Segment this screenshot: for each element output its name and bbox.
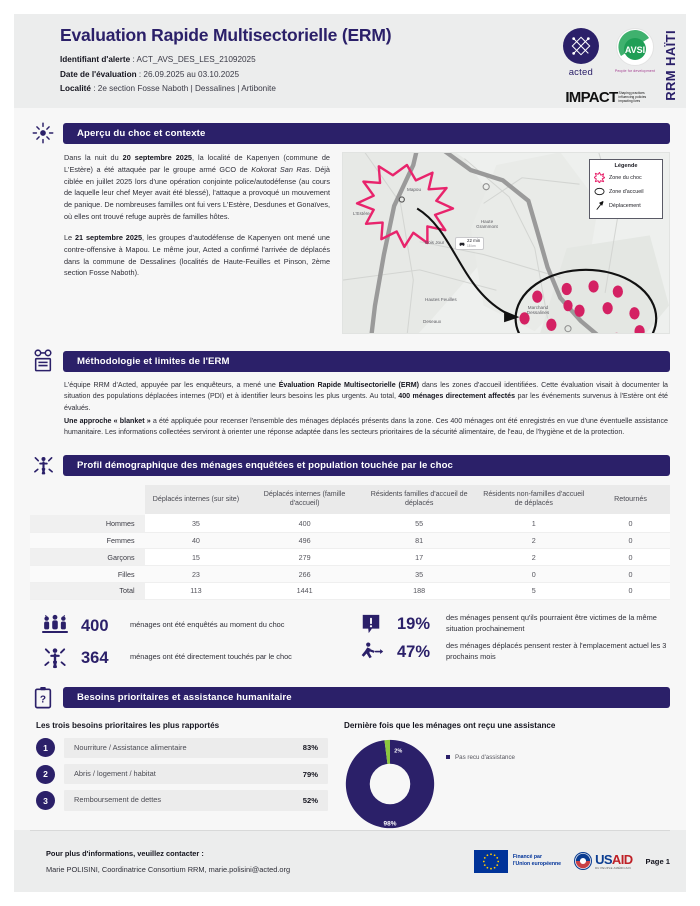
priority-need-bar <box>64 738 328 758</box>
stat-value-47pct: 47% <box>397 642 431 661</box>
group-people-icon <box>38 613 72 639</box>
meta-date <box>60 68 563 82</box>
table-cell: 400 <box>247 515 362 532</box>
meta-locality <box>60 82 563 96</box>
table-cell: 23 <box>145 566 248 583</box>
section-title-shock: Aperçu du choc et contexte <box>63 123 670 144</box>
footer-divider <box>30 830 670 831</box>
col-header-returnees: Retournés <box>591 485 670 515</box>
map-label-hautes-feuilles: Hautes Feuilles <box>425 297 457 302</box>
person-impact-icon <box>30 453 56 479</box>
map-label-deseaux: Deseaux <box>423 319 442 324</box>
stat-text-364: ménages ont été directement touchés par le choc <box>130 652 292 662</box>
stat-risk-perception <box>354 613 670 635</box>
footer-contact-title: Pour plus d'informations, veuillez contacter : <box>46 848 204 858</box>
legend-label-shock-zone: Zone du choc <box>609 174 642 181</box>
priority-need-label: Abris / logement / habitat <box>74 769 156 779</box>
impact-tagline: Shaping practices influencing policies impacting lives <box>618 91 647 104</box>
table-cell: 279 <box>247 549 362 566</box>
table-cell: 2 <box>476 532 591 549</box>
map-label-bois-jour: Bois Jour <box>425 240 445 245</box>
priority-need-rank: 3 <box>36 791 55 810</box>
table-row <box>30 515 670 532</box>
person-moving-icon <box>354 641 388 663</box>
table-cell: 0 <box>591 515 670 532</box>
footer-contact-line: Marie POLISINI, Coordinatrice Consortium RRM, marie.polisini@acted.org <box>46 864 291 874</box>
table-cell: 15 <box>145 549 248 566</box>
usaid-tagline: DU PEUPLE AMÉRICAIN <box>595 865 631 870</box>
map-label-marchand-dessalines: Marchand Dessalines <box>526 305 550 315</box>
rrm-haiti-label: RRM HAÏTI <box>663 30 678 101</box>
table-cell: 5 <box>476 582 591 599</box>
drive-time-value: 22 min <box>467 238 481 243</box>
document-header <box>14 14 686 108</box>
priority-need-item <box>36 790 328 810</box>
priority-needs-block <box>36 721 328 840</box>
displacement-map[interactable] <box>342 152 670 334</box>
table-cell: 2 <box>476 549 591 566</box>
usaid-word-us: US <box>595 851 612 867</box>
car-icon <box>459 241 465 246</box>
stats-column-left <box>38 613 354 671</box>
stat-value-364: 364 <box>81 648 109 667</box>
map-label-mapou: Mapou <box>407 187 422 192</box>
assistance-chart-block <box>344 721 670 840</box>
table-row-label: Filles <box>30 566 145 583</box>
stat-value-400: 400 <box>81 616 109 635</box>
alert-exclamation-icon <box>354 613 388 635</box>
priority-need-item <box>36 738 328 758</box>
impact-wordmark: IMPACT <box>565 89 618 106</box>
donut-legend-label-0: Pas recu d'assistance <box>455 753 515 761</box>
table-cell: 1441 <box>247 582 362 599</box>
acted-wordmark: acted <box>568 67 593 78</box>
table-cell: 0 <box>476 566 591 583</box>
eu-flag-icon <box>474 850 508 873</box>
header-logos <box>563 26 686 108</box>
avsi-glyph-icon <box>617 29 653 65</box>
section-header-shock <box>30 120 670 146</box>
usaid-word-aid: AID <box>611 851 633 867</box>
donut-label-major: 98% <box>383 820 397 828</box>
methodology-paragraph-2: Une approche « blanket » a été appliquée pour recenser l'ensemble des ménages déplacés présents dans la zone. Ces 400 ménages ont été enregistrés en vue d'une éventuelle assistance humanitaire. Les informations collectées serviront à orienter une réponse adaptée dans les secteurs prioritaires de la sécurité alimentaire, de l'eau, de l'hygiène et de la protection. <box>64 417 668 437</box>
ellipse-outline-icon <box>594 186 605 197</box>
key-statistics <box>30 613 670 671</box>
legend-label-host-zone: Zone d'accueil <box>609 188 644 195</box>
arrow-icon <box>594 200 605 211</box>
priority-need-label: Remboursement de dettes <box>74 795 162 805</box>
table-row <box>30 549 670 566</box>
demographics-table <box>30 485 670 600</box>
priority-need-percent: 79% <box>302 769 318 779</box>
table-cell: 1 <box>476 515 591 532</box>
table-cell: 55 <box>362 515 477 532</box>
shock-paragraph-2: Le 21 septembre 2025, les groupes d'autodéfense de Kapenyen ont mené une contre-offensive à Mapou. Le même jour, Acted a confirmé l'arrivée de déplacés dans la commune de Dessalines (localités de Haute-Feuilles et Pinson, 2ème section Fosse Naboth). <box>64 232 330 278</box>
legend-item-shock-zone <box>594 172 658 183</box>
clipboard-question-icon <box>30 685 56 711</box>
table-cell: 35 <box>145 515 248 532</box>
col-header-idp-host: Déplacés internes (famille d'accueil) <box>247 485 362 515</box>
stat-households-surveyed <box>38 613 354 639</box>
avsi-logo <box>615 28 655 73</box>
table-row-label: Femmes <box>30 532 145 549</box>
table-row <box>30 566 670 583</box>
impact-logo <box>565 90 652 105</box>
meta-locality-value: : 2e section Fosse Naboth | Dessalines | Artibonite <box>90 83 276 93</box>
section-header-methodology <box>30 348 670 374</box>
priority-need-rank: 2 <box>36 765 55 784</box>
section-title-methodology: Méthodologie et limites de l'ERM <box>63 351 670 372</box>
acted-logo <box>563 28 599 78</box>
table-cell: 0 <box>591 549 670 566</box>
acted-mark-icon <box>563 28 599 64</box>
shock-paragraph-1: Dans la nuit du 20 septembre 2025, la localité de Kapenyen (commune de L'Estère) a été attaquée par le groupe armé GCO de Kokorat San Ras. Déjà ciblée en juillet 2025 lors d'une opération conjointe police/autodéfense (au cours de laquelle leur chef Meyer avait été blessé), l'attaque a provoqué un mouvement de panique. De nombreuses familles ont fui vers L'Estère, Desdunes et Gonaïves, où elles ont trouvé refuge auprès de familles hôtes. <box>64 153 330 222</box>
stat-households-affected <box>38 645 354 671</box>
table-cell: 40 <box>145 532 248 549</box>
methodology-paragraph-1: L'équipe RRM d'Acted, appuyée par les enquêteurs, a mené une Évaluation Rapide Multisectorielle (ERM) dans les zones d'accueil identifiées. Cette évaluation visait à documenter la situation des populations déplacées internes (PDI) et à identifier leurs besoins les plus urgents. Au total, 400 ménages directement affectés par les événements survenus à l'Estère ont été évalués. <box>64 381 669 412</box>
priority-need-label: Nourriture / Assistance alimentaire <box>74 742 187 752</box>
table-row <box>30 532 670 549</box>
priority-needs-subtitle: Les trois besoins prioritaires les plus rapportés <box>36 720 220 730</box>
header-title-block <box>14 26 563 108</box>
legend-label-displacement: Déplacement <box>609 202 641 209</box>
shock-context-text <box>30 152 330 288</box>
assistance-donut-chart[interactable] <box>344 738 436 830</box>
priority-need-bar <box>64 764 328 784</box>
col-header-idp-site: Déplacés internes (sur site) <box>145 485 248 515</box>
burst-outline-icon <box>594 172 605 183</box>
table-row-label: Hommes <box>30 515 145 532</box>
meta-locality-label: Localité <box>60 83 91 93</box>
donut-legend-swatch-0 <box>446 755 450 759</box>
burst-icon <box>30 120 56 146</box>
col-header-blank <box>30 485 145 515</box>
priority-need-percent: 83% <box>302 743 318 753</box>
person-impact-icon-small <box>38 645 72 671</box>
table-cell: 266 <box>247 566 362 583</box>
eu-funding-text <box>513 854 561 868</box>
avsi-tagline: People for development <box>614 69 655 73</box>
legend-item-host-zone <box>594 186 658 197</box>
table-cell: 35 <box>362 566 477 583</box>
eu-logo <box>474 850 561 873</box>
donut-legend-item-0 <box>446 754 522 761</box>
table-cell: 0 <box>591 582 670 599</box>
table-cell: 17 <box>362 549 477 566</box>
svg-text:?: ? <box>39 694 47 706</box>
table-row-label: Garçons <box>30 549 145 566</box>
footer-donor-logos <box>474 850 670 873</box>
priority-need-bar <box>64 790 328 810</box>
meta-date-label: Date de l'évaluation <box>60 69 137 79</box>
usaid-wordmark <box>595 853 632 866</box>
priority-need-rank: 1 <box>36 738 55 757</box>
section-title-needs: Besoins prioritaires et assistance humanitaire <box>63 687 670 708</box>
col-header-res-nonhost: Résidents non-familles d'accueil de déplacés <box>476 485 591 515</box>
acted-glyph-icon <box>570 35 592 57</box>
table-cell: 113 <box>145 582 248 599</box>
priority-need-item <box>36 764 328 784</box>
document-footer <box>14 830 686 892</box>
table-row <box>30 582 670 599</box>
meta-date-value: : 26.09.2025 au 03.10.2025 <box>136 69 240 79</box>
page-number: Page 1 <box>645 856 670 866</box>
stats-column-right <box>354 613 670 671</box>
col-header-res-host: Résidents familles d'accueil de déplacés <box>362 485 477 515</box>
avsi-mark-icon <box>616 28 654 66</box>
svg-text:AVSI: AVSI <box>624 45 646 55</box>
legend-item-displacement <box>594 200 658 211</box>
stat-text-19pct: des ménages pensent qu'ils pourraient être victimes de la même situation prochainement <box>446 613 657 633</box>
stat-stay-intention <box>354 641 670 663</box>
table-cell: 81 <box>362 532 477 549</box>
stat-value-19pct: 19% <box>397 614 431 633</box>
meta-alert-id <box>60 53 563 67</box>
usaid-logo <box>574 852 632 870</box>
stat-text-400: ménages ont été enquêtés au moment du choc <box>130 620 285 630</box>
section-header-needs <box>30 685 670 711</box>
table-cell: 496 <box>247 532 362 549</box>
table-header-row <box>30 485 670 515</box>
assistance-chart-subtitle: Dernière fois que les ménages ont reçu une assistance <box>344 720 556 730</box>
donut-legend <box>446 738 522 840</box>
binoculars-document-icon <box>30 348 56 374</box>
table-row-label: Total <box>30 582 145 599</box>
drive-distance-value: 18 km <box>467 243 476 248</box>
meta-alert-id-value: : ACT_AVS_DES_LES_21092025 <box>130 55 256 65</box>
map-legend <box>589 159 663 219</box>
table-cell: 188 <box>362 582 477 599</box>
map-label-lestere: L'Estère <box>353 211 370 216</box>
table-cell: 0 <box>591 532 670 549</box>
stat-text-47pct: des ménages déplacés pensent rester à l'emplacement actuel les 3 prochains mois <box>446 641 667 661</box>
page-title: Evaluation Rapide Multisectorielle (ERM) <box>60 25 392 45</box>
priority-need-percent: 52% <box>302 796 318 806</box>
donut-label-minor: 2% <box>394 748 403 755</box>
report-sheet <box>14 14 686 892</box>
footer-contact <box>46 849 474 874</box>
drive-time-chip <box>455 237 484 250</box>
section-title-demographics: Profil démographique des ménages enquêtées et population touchée par le choc <box>63 455 670 476</box>
eu-funding-line2: l'Union européenne <box>512 861 562 867</box>
meta-alert-id-label: Identifiant d'alerte <box>60 55 131 65</box>
map-label-haute-grammont: Haute Grammont <box>476 219 498 229</box>
usaid-seal-icon <box>574 852 592 870</box>
table-cell: 0 <box>591 566 670 583</box>
legend-title: Légende <box>614 163 638 169</box>
eu-funding-line1: Financé par <box>512 854 542 861</box>
section-header-demographics <box>30 453 670 479</box>
